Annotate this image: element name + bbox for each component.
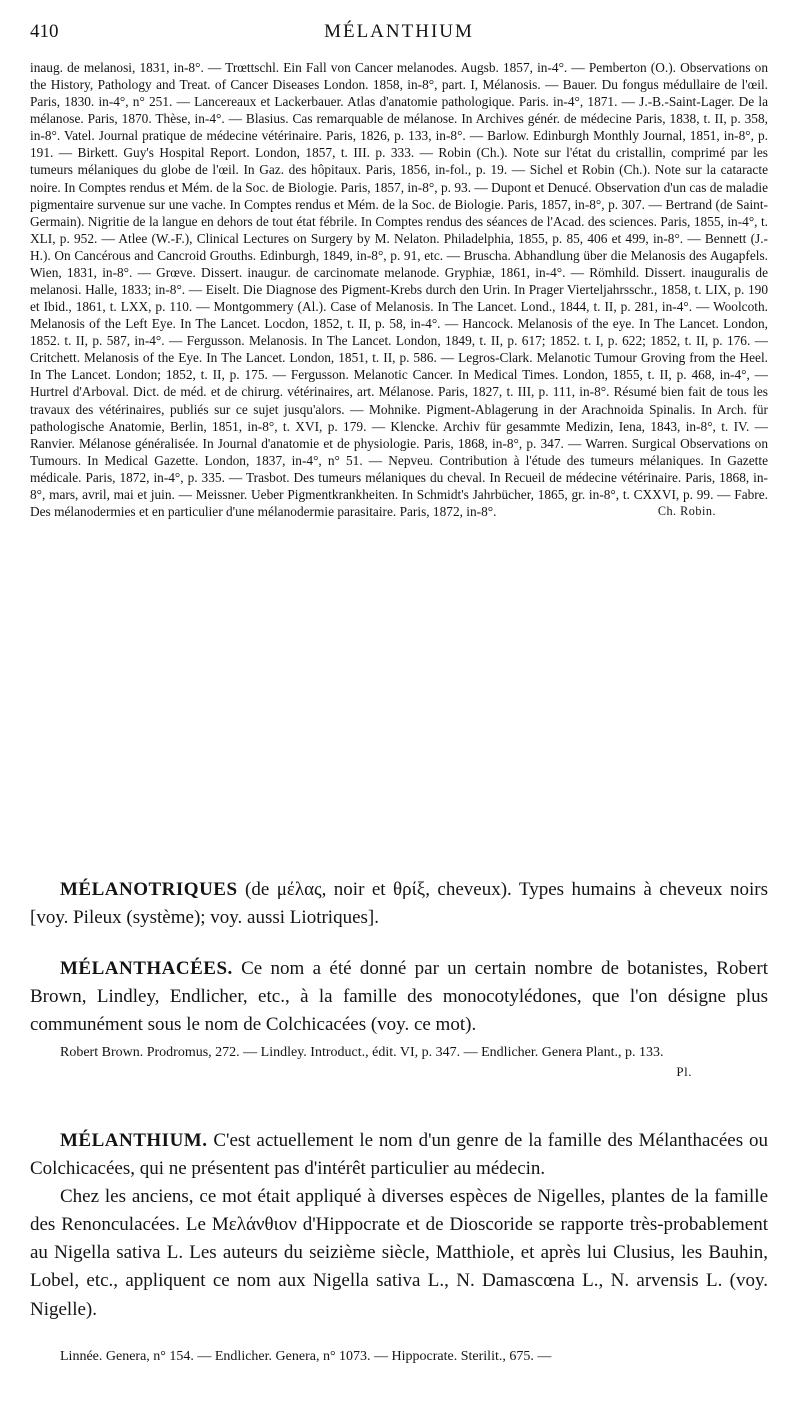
entry-paragraph: Chez les anciens, ce mot était appliqué à diverses espèces de Nigelles, plantes de la famille des Renonculacées. Le Μελάνθιον d'Hippocrate et de Dioscoride se rapporte très-probablement au Nigella sativa L. Les auteurs du seizième siècle, Matthiole, et après lui Clusius, les Bauhin, Lobel, etc., appliquent ce nom aux Nigella sativa L., N. Damascœna L., N. arvensis L. (voy. Nigelle). — [30, 1186, 768, 1320]
bibliography-continuation — [30, 59, 768, 520]
entry-headword: MÉLANTHIUM. — [60, 1130, 208, 1151]
entry-body: C'est actuellement le nom d'un genre de la famille des Mélanthacées ou Colchicacées, qui ne présentent pas d'intérêt particulier au médecin. — [30, 1130, 768, 1180]
entry-references — [30, 1044, 768, 1081]
author-signature: Ch. Robin. — [657, 504, 716, 519]
entry-melanotriques — [30, 876, 768, 932]
reference-list: Linnée. Genera, n° 154. — Endlicher. Genera, n° 1073. — Hippocrate. Sterilit., 675. — — [60, 1349, 552, 1364]
page-header — [30, 21, 768, 45]
entry-body: Ce nom a été donné par un certain nombre de botanistes, Robert Brown, Lindley, Endlicher, etc., à la famille des monocotylédones, que l'on désigne plus communément sous le nom de Colchicacées (voy. ce mot). — [30, 958, 769, 1036]
running-title: MÉLANTHIUM — [324, 21, 474, 42]
entry-references — [30, 1348, 768, 1367]
entry-headword: MÉLANOTRIQUES — [60, 879, 238, 900]
bibliography-text: inaug. de melanosi, 1831, in-8°. — Trœttschl. Ein Fall von Cancer melanodes. Augsb. 1857, in-4°. — Pemberton (O.). Observations on the History, Pathology and Treat. of Cancer Diseases London. 1858, in-8°, part. I, Mélanosis. — Bauer. Du fongus médullaire de l'œil. Paris, 1830. in-4°, n° 251. — Lancereaux et Lackerbauer. Atlas d'anatomie pathologique. Paris. in-4°, 1871. — J.-B.-Saint-Lager. De la mélanose. Paris, 1870. Thèse, in-4°. — Blasius. Cas remarquable de mélanose. In Archives génér. de médecine Paris, 1838, t. II, p. 358, in-8°. Vatel. Journal pratique de médecine vétérinaire. Paris, 1826, p. 133, in-8°. — Barlow. Edinburgh Monthly Journal, 1851, in-8°, p. 191. — Birkett. Guy's Hospital Report. London, 1857, t. III. p. 333. — Robin (Ch.). Note sur l'état du cristallin, comprimé par les tumeurs mélaniques du globe de l'œil. In Gaz. des hôpitaux. Paris, 1856, in-fol., p. 19. — Sichel et Robin (Ch.). Note sur la cataracte noire. In Comptes rendus et Mém. de la Soc. de Biologie. Paris, 1857, in-8°, p. 93. — Dupont et Denucé. Observation d'un cas de maladie pigmentaire survenue sur une vache. In Comptes rendus et Mém. de la Soc. de Biologie. Paris, 1857, in-8°, p. 307. — Bertrand (de Saint-Germain). Nigritie de la langue en dehors de tout état fébrile. In Comptes rendus des séances de l'Acad. des sciences. Paris, 1855, in-4°, t. XLI, p. 952. — Atlee (W.-F.), Clinical Lectures on Surgery by M. Nelaton. Philadelphia, 1855, p. 85, 406 et 499, in-8°. — Bennett (J.-H.). On Cancérous and Cancroid Grouths. Edinburgh, 1849, in-8°, p. 91, etc. — Bruscha. Abhandlung über die Melanosis des Augapfels. Wien, 1831, in-8°. — Grœve. Dissert. inaugur. de carcinomate melanode. Gryphiæ, 1861, in-4°. — Römhild. Dissert. inauguralis de melanosi. Halle, 1833; in-8°. — Eiselt. Die Diagnose des Pigment-Krebs durch den Urin. In Prager Vierteljahrsschr., 1858, t. LIX, p. 190 et Ibid., 1861, t. LXX, p. 110. — Montgommery (Al.). Case of Melanosis. In The Lancet. Lond., 1844, t. II, p. 281, in-4°. — Woolcoth. Melanosis of the Left Eye. In The Lancet. Locdon, 1852, t. II, p. 58, in-4°. — Hancock. Melanosis of the eye. In The Lancet. London, 1852. t. II, p. 587, in-4°. — Fergusson. Melanosis. In The Lancet. London, 1849, t. II, p. 617; 1852. t. I, p. 622; 1852, t. II, p. 176. — Critchett. Melanosis of the Eye. In The Lancet. London, 1851, t. II, p. 586. — Legros-Clark. Melanotic Tumour Groving from the Heel. In The Lancet. London; 1852, t. II, p. 175. — Fergusson. Melanotic Cancer. In Medical Times. London, 1855, t. II, p. 468, in-4°, — Hurtrel d'Arboval. Dict. de méd. et de chirurg. vétérinaires, art. Mélanose. Paris, 1827, t. III, p. 111, in-8°. Résumé bien fait de tous les travaux des vétérinaires, publiés sur ce sujet jusqu'alors. — Mohnike. Pigment-Ablagerung in der Arachnoida Spinalis. In Arch. für pathologische Anatomie, Berlin, 1851, in-8°, t. XVI, p. 179. — Klencke. Archiv für gesammte Medizin, Iena, 1843, in-8°, t. IV. — Ranvier. Mélanose généralisée. In Journal d'anatomie et de physiologie. Paris, 1868, in-8°, p. 347. — Warren. Surgical Observations on Tumours. In Medical Gazette. London, 1837, in-4°, n° 51. — Nepveu. Contribution à l'étude des tumeurs mélaniques. In Gazette médicale. Paris, 1872, in-4°, p. 335. — Trasbot. Des tumeurs mélaniques du cheval. In Recueil de médecine vétérinaire. Paris, 1868, in-8°, mars, avril, mai et juin. — Meissner. Ueber Pigmentkrankheiten. In Schmidt's Jahrbücher, 1865, gr. in-8°, t. CXXVI, p. 99. — Fabre. Des mélanodermies et en particulier d'une mélanodermie parasitaire. Paris, 1872, in-8°. — [30, 60, 768, 520]
entry-melanthium — [30, 1127, 768, 1324]
reference-list: Robert Brown. Prodromus, 272. — Lindley. Introduct., édit. VI, p. 347. — Endlicher. Genera Plant., p. 133. — [60, 1045, 664, 1060]
entry-body: (de μέλας, noir et θρίξ, cheveux). Types humains à cheveux noirs [voy. Pileux (système); voy. aussi Liotriques]. — [30, 879, 769, 929]
entry-headword: MÉLANTHACÉES. — [60, 958, 233, 979]
page-number: 410 — [30, 21, 59, 42]
entry-melanthacees — [30, 955, 768, 1039]
author-signature: Pl. — [676, 1063, 692, 1079]
